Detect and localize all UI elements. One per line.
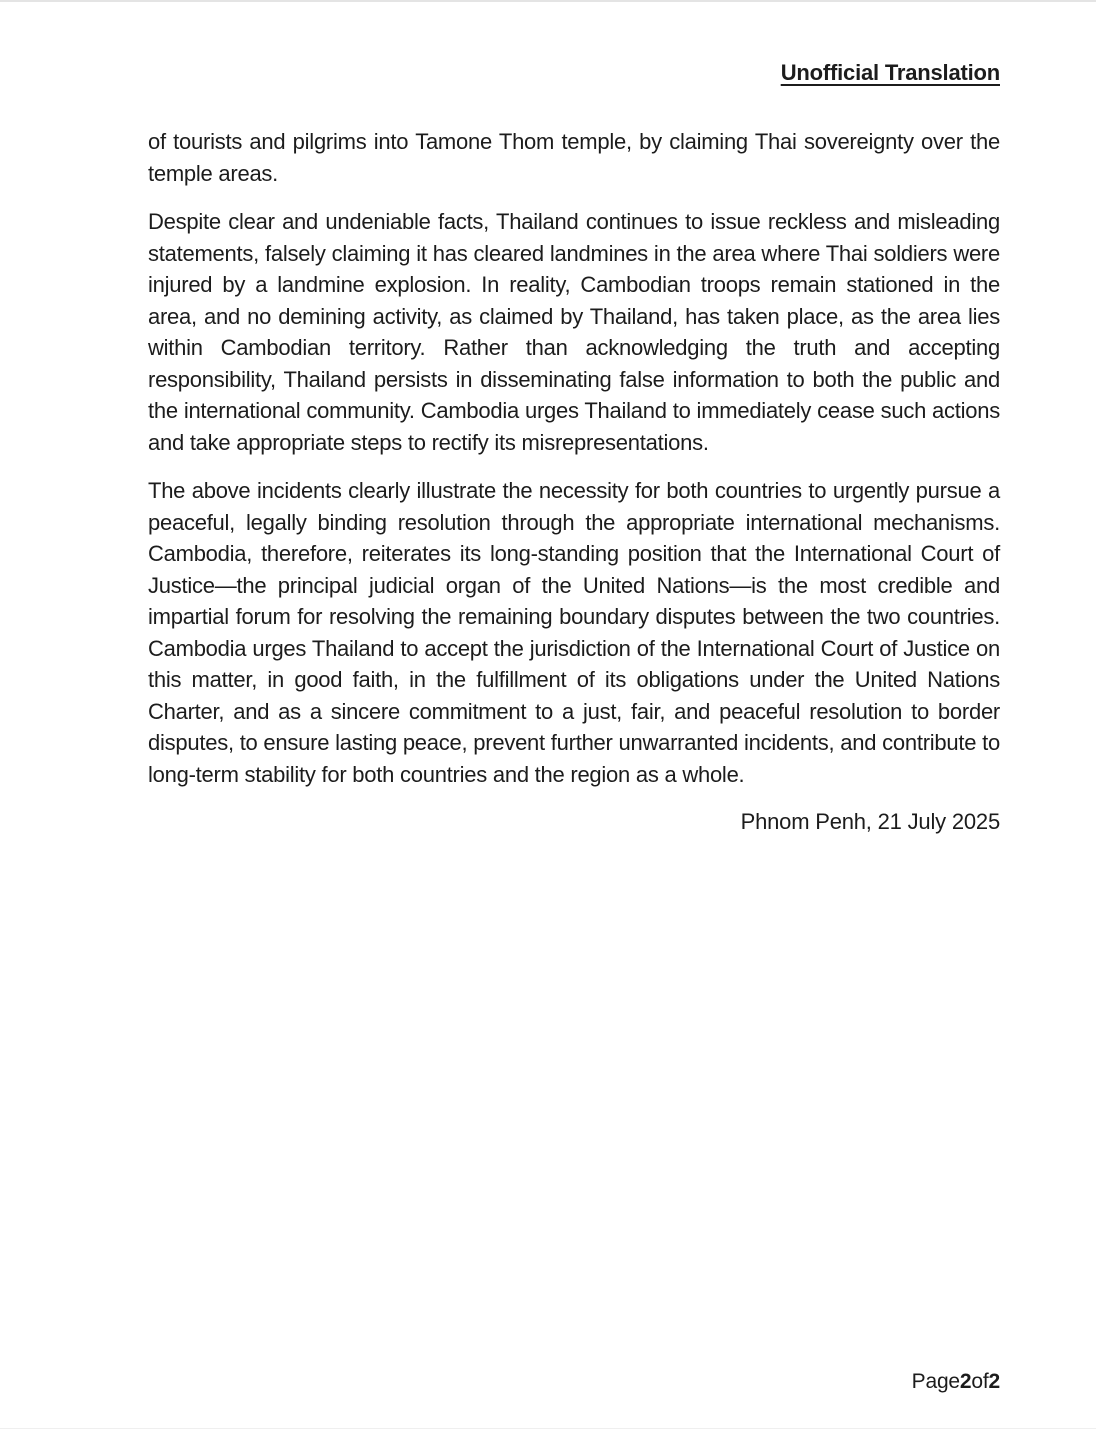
page-footer [912,1370,1000,1394]
document-body [148,126,1000,790]
page-word: Page [911,1370,960,1393]
paragraph: The above incidents clearly illustrate the necessity for both countries to urgently pursue a peaceful, legally binding resolution through the appropriate international mechanisms. Cambodia, therefore, reiterates its long-standing position that the International Court of Justice—the principal judicial organ of the United Nations—is the most credible and impartial forum for resolving the remaining boundary disputes between the two countries. Cambodia urges Thailand to accept the jurisdiction of the International Court of Justice on this matter, in good faith, in the fulfillment of its obligations under the United Nations Charter, and as a sincere commitment to a just, fair, and peaceful resolution to border disputes, to ensure lasting peace, prevent further unwarranted incidents, and contribute to long-term stability for both countries and the region as a whole. [148,478,1000,787]
page-bottom-edge [0,1428,1096,1429]
of-word: of [971,1370,989,1393]
paragraph: Despite clear and undeniable facts, Thailand continues to issue reckless and misleading statements, falsely claiming it has cleared landmines in the area where Thai soldiers were injured by a landmine explosion. In reality, Cambodian troops remain stationed in the area, and no demining activity, as claimed by Thailand, has taken place, as the area lies within Cambodian territory. Rather than acknowledging the truth and accepting responsibility, Thailand persists in disseminating false information to both the public and the international community. Cambodia urges Thailand to immediately cease such actions and take appropriate steps to rectify its misrepresentations. [148,209,1000,455]
document-header [148,60,1000,86]
total-pages: 2 [988,1370,1000,1393]
dateline: Phnom Penh, 21 July 2025 [740,809,1000,834]
paragraph: of tourists and pilgrims into Tamone Thom temple, by claiming Thai sovereignty over the temple areas. [148,129,1000,186]
page-number: 2 [959,1370,972,1393]
page-top-edge [0,0,1096,2]
unofficial-translation-label: Unofficial Translation [780,60,1000,85]
